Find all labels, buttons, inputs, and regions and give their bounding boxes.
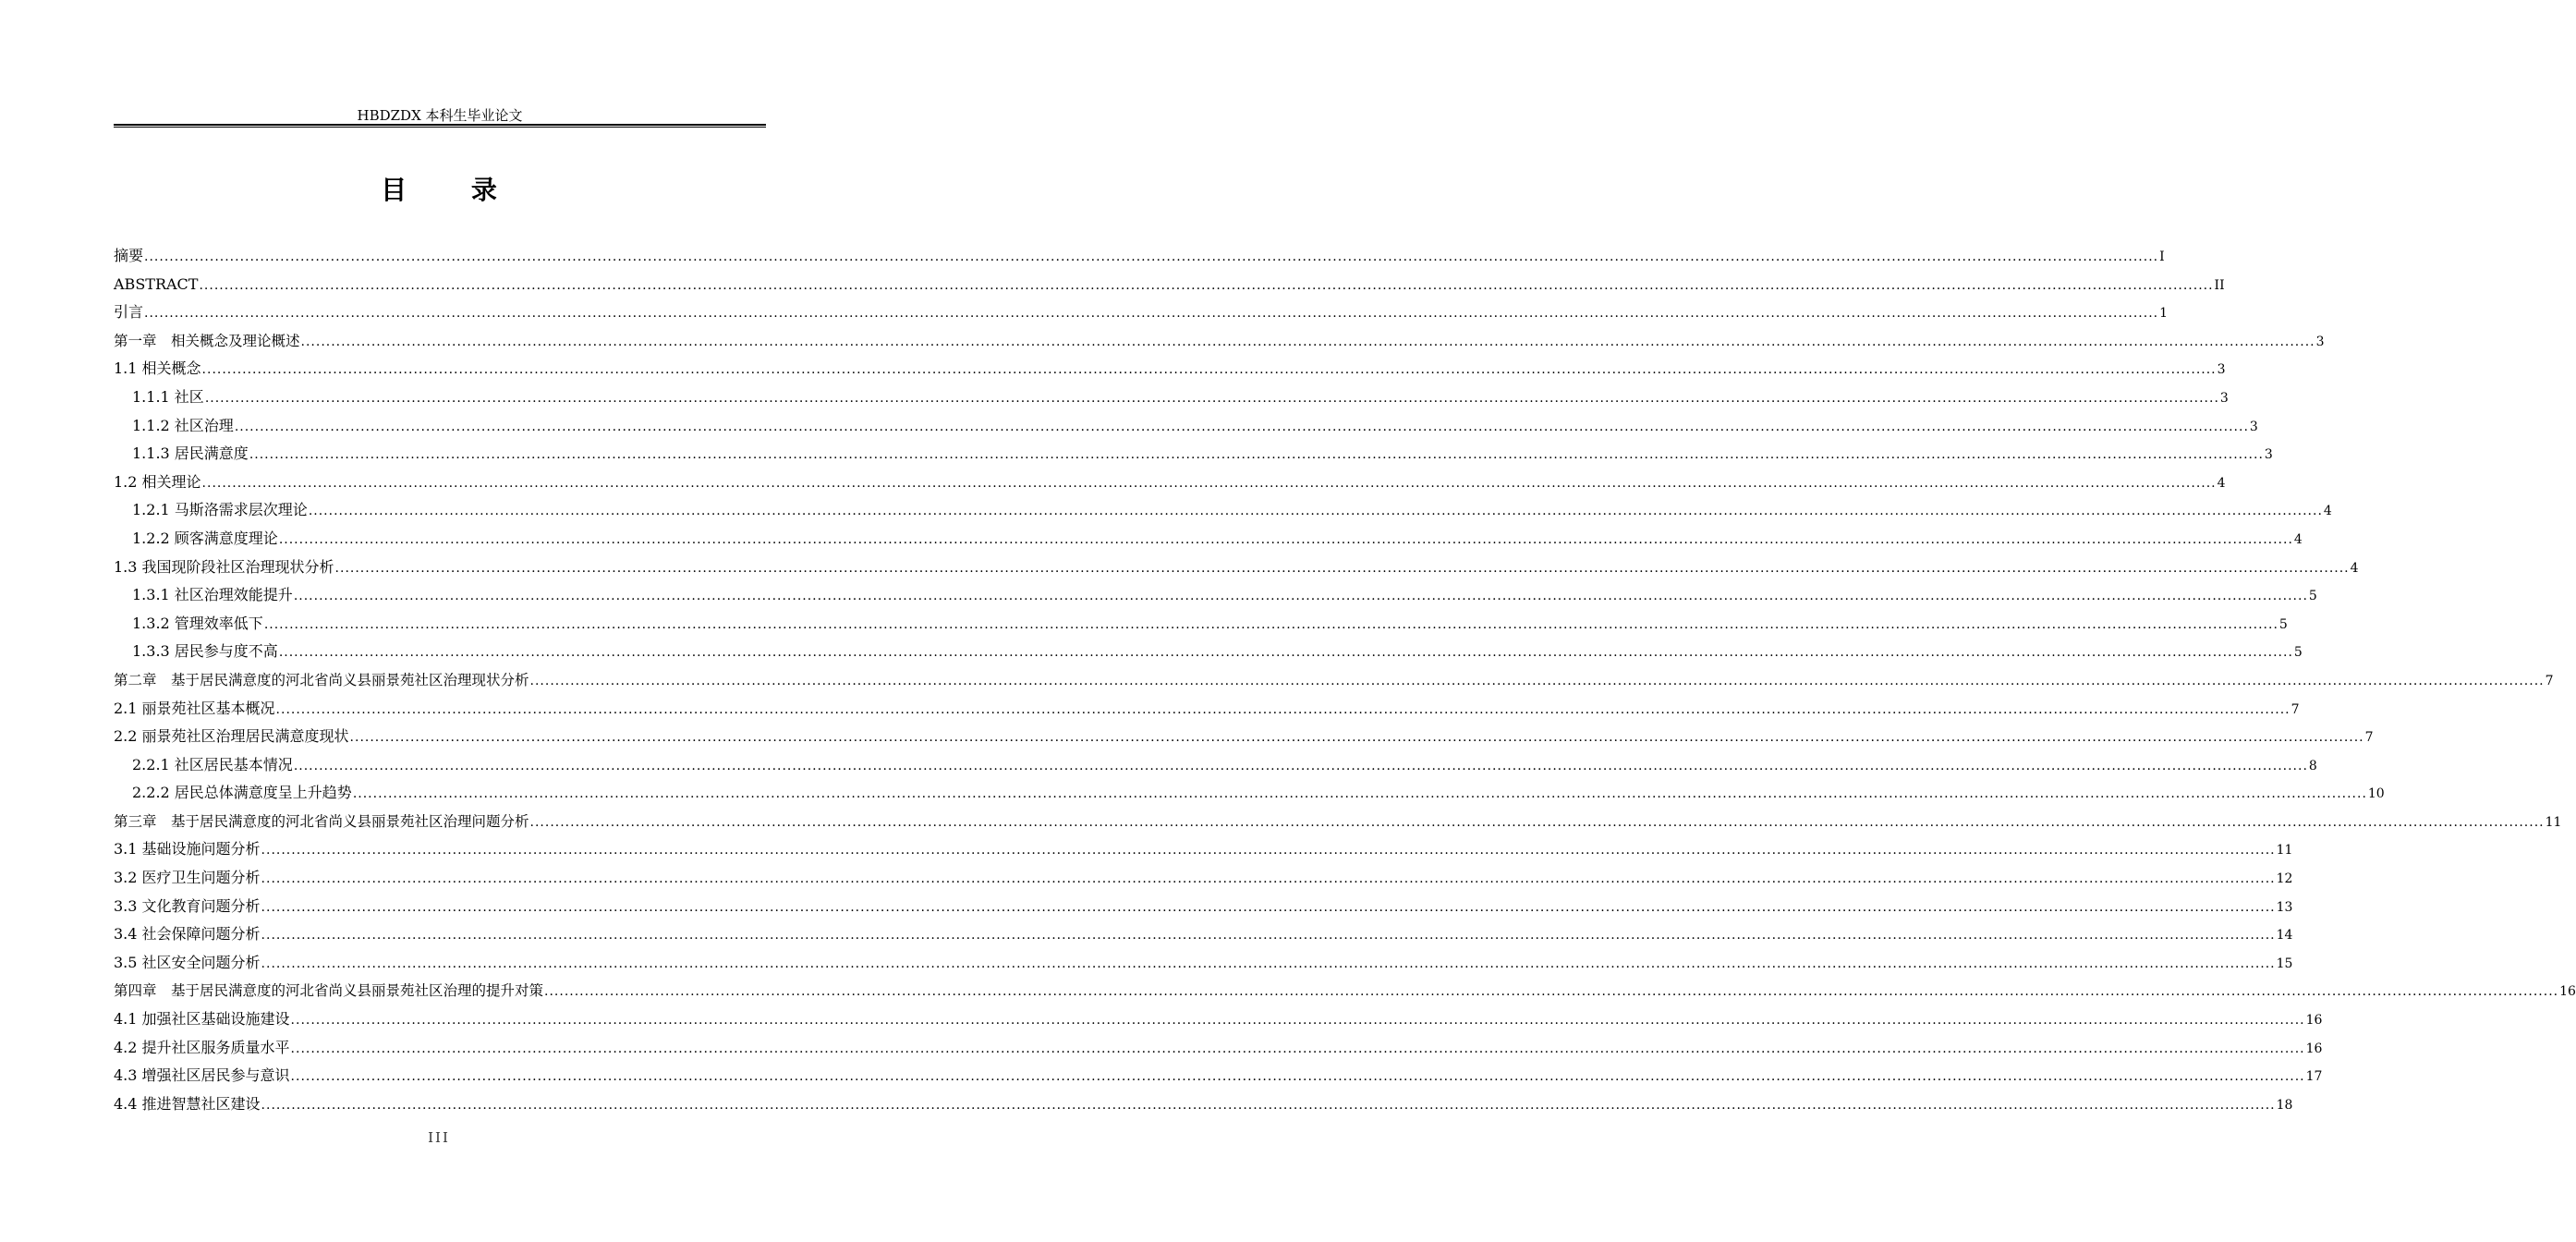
toc-leader-dots: ................................................................................................................................................................................................................................................................................................................................................................................................................	[261, 843, 2276, 858]
toc-entry[interactable]	[114, 949, 2293, 978]
toc-entry-label: 1.1.3 居民满意度	[132, 444, 249, 463]
toc-entry[interactable]	[114, 1090, 2293, 1119]
toc-entry[interactable]	[114, 327, 2325, 356]
toc-entry-page: 3	[2219, 390, 2229, 406]
toc-entry-page: 1	[2159, 306, 2169, 322]
toc-entry[interactable]	[114, 751, 2317, 780]
toc-leader-dots: ................................................................................................................................................................................................................................................................................................................................................................................................................	[201, 475, 2217, 491]
toc-leader-dots: ................................................................................................................................................................................................................................................................................................................................................................................................................	[263, 616, 2278, 632]
toc-entry-page: 7	[2364, 730, 2374, 746]
toc-entry-page: 17	[2305, 1069, 2323, 1085]
header-rule-thin	[114, 127, 766, 128]
toc-leader-dots: ................................................................................................................................................................................................................................................................................................................................................................................................................	[349, 730, 2364, 746]
toc-leader-dots: ................................................................................................................................................................................................................................................................................................................................................................................................................	[308, 504, 2323, 519]
toc-entry-label: 3.3 文化教育问题分析	[114, 896, 261, 915]
toc-leader-dots: ................................................................................................................................................................................................................................................................................................................................................................................................................	[261, 928, 2276, 944]
toc-entry[interactable]	[114, 1005, 2323, 1034]
toc-entry[interactable]	[114, 666, 2554, 695]
toc-entry-page: 7	[2290, 701, 2300, 717]
page-title: 目 录	[381, 175, 525, 205]
toc-leader-dots: ................................................................................................................................................................................................................................................................................................................................................................................................................	[261, 899, 2276, 915]
toc-entry-label: 第二章 基于居民满意度的河北省尚义县丽景苑社区治理现状分析	[114, 671, 529, 688]
toc-entry-page: 4	[2323, 504, 2332, 519]
toc-entry-label: 4.2 提升社区服务质量水平	[114, 1038, 290, 1056]
toc-leader-dots: ................................................................................................................................................................................................................................................................................................................................................................................................................	[278, 531, 2293, 547]
toc-leader-dots: ................................................................................................................................................................................................................................................................................................................................................................................................................	[261, 956, 2276, 971]
toc-leader-dots: ................................................................................................................................................................................................................................................................................................................................................................................................................	[293, 589, 2308, 604]
toc-leader-dots: ................................................................................................................................................................................................................................................................................................................................................................................................................	[249, 447, 2264, 463]
toc-leader-dots: ................................................................................................................................................................................................................................................................................................................................................................................................................	[234, 419, 2249, 434]
toc-entry-label: 4.3 增强社区居民参与意识	[114, 1066, 290, 1085]
toc-leader-dots: ................................................................................................................................................................................................................................................................................................................................................................................................................	[529, 673, 2545, 688]
toc-entry-label: 3.2 医疗卫生问题分析	[114, 869, 261, 887]
toc-entry[interactable]	[114, 1062, 2323, 1090]
toc-leader-dots: ................................................................................................................................................................................................................................................................................................................................................................................................................	[199, 277, 2214, 293]
page-number: III	[428, 1129, 450, 1146]
toc-leader-dots: ................................................................................................................................................................................................................................................................................................................................................................................................................	[261, 871, 2276, 887]
toc-entry-label: 4.1 加强社区基础设施建设	[114, 1010, 290, 1029]
toc-entry-label: 引言	[114, 303, 144, 322]
toc-entry-label: 1.3.2 管理效率低下	[132, 614, 263, 632]
toc-entry[interactable]	[114, 835, 2293, 864]
toc-entry-label: 2.2.2 居民总体满意度呈上升趋势	[132, 784, 352, 802]
running-header: HBDZDX 本科生毕业论文	[357, 107, 523, 124]
toc-entry-page: 3	[2264, 447, 2273, 463]
toc-entry[interactable]	[114, 864, 2293, 893]
toc-entry[interactable]	[114, 779, 2385, 808]
toc-entry-label: 1.2.1 马斯洛需求层次理论	[132, 501, 308, 519]
toc-entry[interactable]	[114, 469, 2226, 497]
toc-entry-page: 8	[2308, 758, 2317, 773]
toc-entry-page: 16	[2559, 984, 2576, 1000]
toc-leader-dots: ................................................................................................................................................................................................................................................................................................................................................................................................................	[300, 334, 2315, 349]
toc-entry-label: 4.4 推进智慧社区建设	[114, 1094, 261, 1113]
toc-entry-page: 3	[2249, 419, 2258, 434]
toc-entry-page: 5	[2278, 616, 2288, 632]
toc-entry-label: 1.2.2 顾客满意度理论	[132, 529, 278, 547]
toc-entry-label: 1.2 相关理论	[114, 472, 201, 491]
toc-entry-page: 10	[2367, 786, 2385, 802]
toc-entry[interactable]	[114, 384, 2229, 412]
toc-leader-dots: ................................................................................................................................................................................................................................................................................................................................................................................................................	[201, 362, 2217, 378]
header-rule-thick	[114, 124, 766, 126]
toc-entry[interactable]	[114, 412, 2258, 441]
toc-entry-label: 1.3 我国现阶段社区治理现状分析	[114, 557, 334, 576]
toc-entry-label: 2.1 丽景苑社区基本概况	[114, 699, 275, 717]
toc-entry-page: II	[2214, 277, 2225, 293]
toc-leader-dots: ................................................................................................................................................................................................................................................................................................................................................................................................................	[529, 814, 2545, 830]
toc-entry-page: 11	[2276, 843, 2293, 858]
toc-entry-label: 1.1.2 社区治理	[132, 416, 234, 434]
toc-entry-page: 5	[2308, 589, 2317, 604]
toc-entry[interactable]	[114, 695, 2300, 724]
toc-entry-label: 3.5 社区安全问题分析	[114, 953, 261, 971]
toc-leader-dots: ................................................................................................................................................................................................................................................................................................................................................................................................................	[261, 1097, 2276, 1113]
toc-leader-dots: ................................................................................................................................................................................................................................................................................................................................................................................................................	[275, 701, 2290, 717]
toc-entry-page: 16	[2305, 1013, 2323, 1029]
toc-entry[interactable]	[114, 440, 2273, 469]
toc-entry-page: 3	[2217, 362, 2226, 378]
toc-entry[interactable]	[114, 977, 2576, 1005]
table-of-contents	[114, 242, 2576, 1118]
toc-entry-label: ABSTRACT	[114, 274, 199, 293]
toc-leader-dots: ................................................................................................................................................................................................................................................................................................................................................................................................................	[144, 250, 2159, 264]
toc-entry-page: 7	[2545, 673, 2554, 688]
toc-entry-page: 13	[2276, 899, 2293, 915]
toc-entry-page: 11	[2545, 814, 2562, 830]
toc-entry-page: 12	[2276, 871, 2293, 887]
toc-entry-label: 第四章 基于居民满意度的河北省尚义县丽景苑社区治理的提升对策	[114, 982, 544, 1000]
toc-entry-label: 1.3.1 社区治理效能提升	[132, 586, 293, 604]
toc-leader-dots: ................................................................................................................................................................................................................................................................................................................................................................................................................	[334, 560, 2350, 576]
toc-entry-page: 4	[2217, 475, 2226, 491]
toc-entry-label: 2.2.1 社区居民基本情况	[132, 755, 293, 773]
toc-entry-page: 14	[2276, 928, 2293, 944]
toc-entry[interactable]	[114, 525, 2303, 554]
toc-entry[interactable]	[114, 242, 2165, 271]
toc-entry-page: 16	[2305, 1041, 2323, 1056]
toc-entry-page: 18	[2276, 1097, 2293, 1113]
toc-entry-page: I	[2159, 250, 2165, 264]
toc-entry[interactable]	[114, 610, 2288, 639]
toc-entry-page: 15	[2276, 956, 2293, 971]
toc-entry[interactable]	[114, 638, 2303, 666]
toc-leader-dots: ................................................................................................................................................................................................................................................................................................................................................................................................................	[278, 645, 2293, 661]
toc-entry[interactable]	[114, 355, 2226, 384]
toc-entry-page: 4	[2350, 560, 2359, 576]
toc-entry[interactable]	[114, 1034, 2323, 1063]
toc-entry-label: 2.2 丽景苑社区治理居民满意度现状	[114, 727, 349, 746]
toc-entry-label: 第一章 相关概念及理论概述	[114, 332, 300, 349]
toc-leader-dots: ................................................................................................................................................................................................................................................................................................................................................................................................................	[204, 390, 2219, 406]
toc-entry[interactable]	[114, 554, 2359, 582]
toc-leader-dots: ................................................................................................................................................................................................................................................................................................................................................................................................................	[352, 786, 2367, 802]
toc-entry[interactable]	[114, 723, 2374, 751]
toc-entry[interactable]	[114, 808, 2562, 836]
toc-leader-dots: ................................................................................................................................................................................................................................................................................................................................................................................................................	[290, 1069, 2305, 1085]
toc-entry-label: 3.1 基础设施问题分析	[114, 840, 261, 858]
toc-entry[interactable]	[114, 271, 2225, 299]
toc-leader-dots: ................................................................................................................................................................................................................................................................................................................................................................................................................	[544, 984, 2559, 1000]
toc-entry-label: 第三章 基于居民满意度的河北省尚义县丽景苑社区治理问题分析	[114, 812, 529, 830]
toc-leader-dots: ................................................................................................................................................................................................................................................................................................................................................................................................................	[293, 758, 2308, 773]
toc-entry-page: 4	[2293, 531, 2303, 547]
toc-entry[interactable]	[114, 893, 2293, 921]
toc-entry-page: 3	[2315, 334, 2325, 349]
toc-leader-dots: ................................................................................................................................................................................................................................................................................................................................................................................................................	[290, 1041, 2305, 1056]
toc-leader-dots: ................................................................................................................................................................................................................................................................................................................................................................................................................	[290, 1013, 2305, 1029]
toc-entry-label: 1.1.1 社区	[132, 387, 204, 406]
toc-entry[interactable]	[114, 298, 2169, 327]
toc-entry-label: 1.3.3 居民参与度不高	[132, 642, 278, 661]
toc-entry[interactable]	[114, 496, 2332, 525]
toc-entry-label: 1.1 相关概念	[114, 359, 201, 378]
toc-entry[interactable]	[114, 581, 2317, 610]
toc-entry[interactable]	[114, 920, 2293, 949]
toc-entry-label: 摘要	[114, 247, 144, 264]
toc-leader-dots: ................................................................................................................................................................................................................................................................................................................................................................................................................	[144, 306, 2159, 322]
toc-entry-label: 3.4 社会保障问题分析	[114, 925, 261, 944]
toc-entry-page: 5	[2293, 645, 2303, 661]
